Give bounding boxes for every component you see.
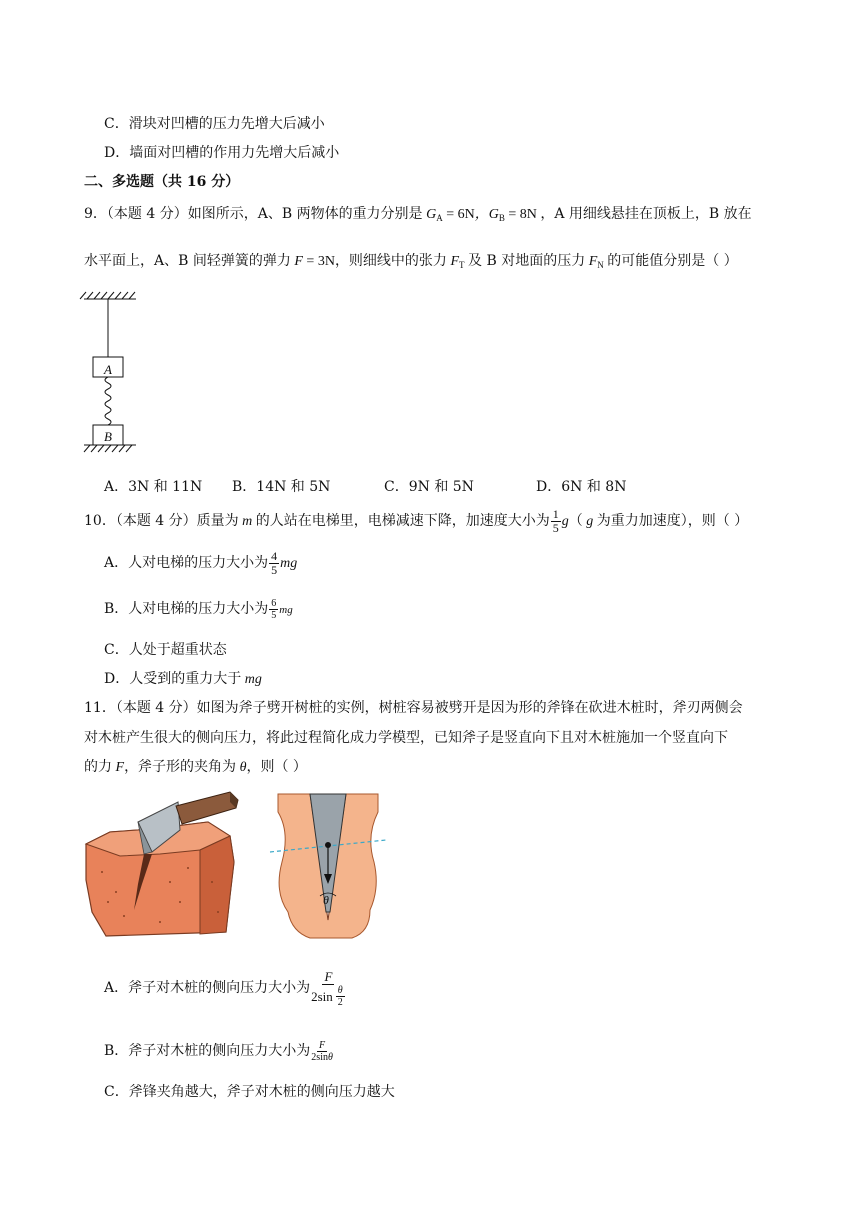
q11-theta-symbol: θ — [236, 760, 247, 775]
q10-accel-fraction: $\frac{1}{5}$ — [552, 506, 559, 535]
q9-ga-formula: $G_A = 6N$，$G_B = 8N$ — [422, 207, 537, 223]
q10-option-a — [104, 549, 297, 578]
q11-option-b-text: B．斧子对木桩的侧向压力大小为 — [104, 1043, 311, 1059]
q9-option-a: A．3N 和 11N — [104, 479, 203, 495]
q11-option-b — [104, 1037, 334, 1065]
q9-stem-text-3: 水平面上，A、B 间轻弹簧的弹力 — [84, 253, 291, 269]
q10-option-b — [104, 595, 293, 624]
q10-mass-symbol: m — [238, 514, 256, 529]
q9-stem-text-5: 及 B 对地面的压力 — [468, 253, 586, 269]
q10-option-b-fraction: $\frac{6}{5}$ — [271, 597, 277, 621]
q10-option-d — [104, 669, 262, 690]
q10-option-c: C．人处于超重状态 — [104, 642, 227, 658]
q9-stem-text-2: ，A 用细线悬挂在顶板上，B 放在 — [540, 206, 752, 222]
q10-g-symbol-2: g — [582, 514, 597, 529]
q11-option-b-formula: $\frac{F}{2\sin\theta}$ — [311, 1039, 333, 1063]
q11-option-a-text: A．斧子对木桩的侧向压力大小为 — [104, 980, 311, 996]
q11-force-symbol: F — [112, 760, 125, 775]
q9-spring-figure — [84, 292, 144, 454]
q9-tension-symbol: $F_T$ — [446, 254, 465, 270]
q9-option-c: C．9N 和 5N — [384, 479, 474, 495]
q8-option-c: C．滑块对凹槽的压力先增大后减小 — [104, 116, 325, 132]
q10-option-b-text: B．人对电梯的压力大小为 — [104, 601, 269, 617]
q11-stem-line3 — [84, 757, 307, 778]
q10-option-a-text: A．人对电梯的压力大小为 — [104, 555, 269, 571]
q9-option-b: B．14N 和 5N — [232, 479, 331, 495]
q10-option-d-mg: mg — [241, 672, 262, 687]
q9-stem-text-6: 的可能值分别是（ ） — [607, 253, 738, 269]
q11-stem-text: 的力 — [84, 759, 112, 775]
q9-fig-label-b: B — [104, 429, 112, 444]
q10-stem-text-3: （ — [568, 513, 583, 529]
q11-stem-text-2: ，斧子形的夹角为 — [124, 759, 237, 775]
q9-normal-symbol: $F_N$ — [585, 254, 604, 270]
q10-stem-text-2: 的人站在电梯里，电梯减速下降，加速度大小为 — [255, 513, 550, 529]
wedge-angle-label: θ — [323, 893, 329, 907]
section-title-multiple-choice: 二、多选题（共 16 分） — [84, 174, 240, 190]
q8-option-d: D．墙面对凹槽的作用力先增大后减小 — [104, 145, 340, 161]
q9-stem-line2 — [84, 251, 738, 275]
q10-stem — [84, 507, 748, 536]
q9-spring-force: F = 3N — [290, 254, 335, 269]
wedge-force-diagram — [270, 792, 386, 940]
q11-option-a-formula: F 2sin $\frac{\theta}{2}$ — [311, 968, 343, 1008]
q11-option-a — [104, 968, 347, 1008]
q10-g-symbol: g — [561, 514, 569, 529]
q10-option-b-mg: mg — [279, 604, 293, 616]
q9-stem-line1 — [84, 204, 752, 228]
q9-option-d: D．6N 和 8N — [536, 479, 627, 495]
q11-option-c: C．斧锋夹角越大，斧子对木桩的侧向压力越大 — [104, 1084, 395, 1100]
q9-stem-text-4: ，则细线中的张力 — [334, 253, 447, 269]
q10-stem-text-4: 为重力加速度），则（ ） — [596, 513, 749, 529]
axe-log-illustration — [80, 792, 242, 940]
q11-stem-text-3: ，则（ ） — [246, 759, 307, 775]
q9-fig-label-a: A — [104, 362, 112, 377]
q11-stem-line2: 对木桩产生很大的侧向压力，将此过程简化成力学模型，已知斧子是竖直向下且对木桩施加一个竖直向下 — [84, 730, 728, 746]
q11-stem-line1: 11．（本题 4 分）如图为斧子劈开树桩的实例，树桩容易被劈开是因为形的斧锋在砍进木桩时，斧刃两侧会 — [84, 700, 743, 716]
q10-option-a-mg: mg — [280, 556, 298, 571]
q10-option-d-text: D．人受到的重力大于 — [104, 671, 242, 687]
q10-option-a-fraction: $\frac{4}{5}$ — [271, 548, 278, 577]
q10-stem-text: 10．（本题 4 分）质量为 — [84, 513, 239, 529]
q9-stem-text: 9．（本题 4 分）如图所示，A、B 两物体的重力分别是 — [84, 206, 423, 222]
